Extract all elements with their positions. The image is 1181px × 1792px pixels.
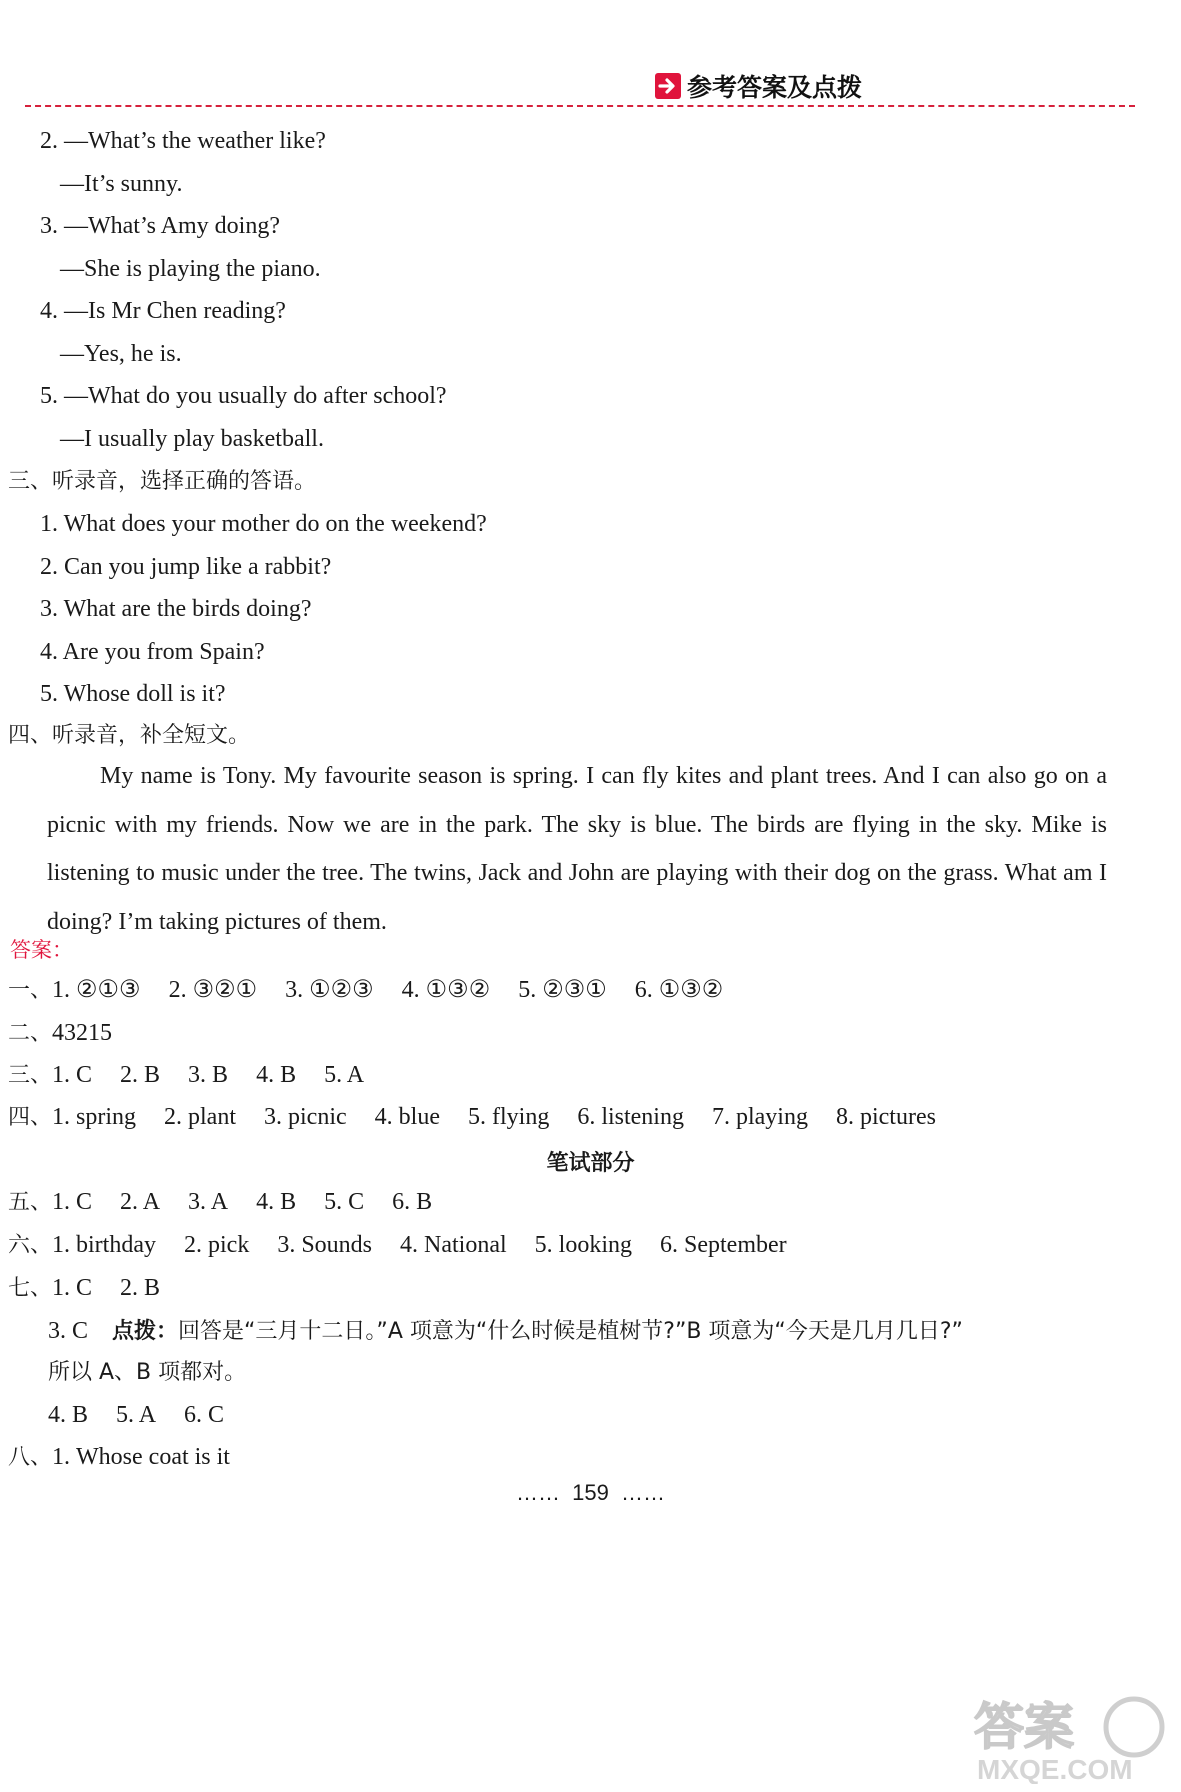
answer-prefix: 二、 [8,1021,53,1046]
page-number-value: 159 [572,1480,609,1505]
answers-label: 答案： [10,938,73,962]
answer-item: 4. blue [374,1104,440,1130]
list-item: 3. What are the birds doing? [40,596,312,622]
answer-prefix: 一、 [8,978,53,1003]
answer-item: 4. National [400,1232,507,1258]
svg-text:答案: 答案 [974,1698,1074,1756]
page-number [0,1480,1181,1506]
note-line [48,1317,963,1346]
answer-row-one [8,976,751,1005]
answer-prefix: 七、 [8,1276,53,1301]
answer-item: 1. ②①③ [52,977,141,1003]
answer-item: 1. C [52,1189,93,1215]
answer-item: 3. B [188,1062,229,1088]
written-section-title: 笔试部分 [546,1151,635,1176]
note-text: 回答是“三月十二日。”A 项意为“什么时候是植树节?”B 项意为“今天是几月几日?” [178,1319,963,1344]
answer-item: 4. B [256,1062,297,1088]
list-item: 4. Are you from Spain? [40,639,265,665]
answer-item: 5. A [324,1062,365,1088]
answer-item: 3. picnic [264,1104,347,1130]
answer-row-six [8,1231,815,1260]
dialog-answer: —It’s sunny. [60,171,183,197]
note-label: 点拨： [112,1319,179,1344]
page-dots: …… [516,1480,561,1505]
answer-item: 5. C [324,1189,365,1215]
answer-row-seven [8,1274,188,1303]
note-text-cont: 所以 A、B 项都对。 [48,1360,247,1385]
answer-prefix: 六、 [8,1233,53,1258]
answer-prefix: 五、 [8,1190,53,1215]
answer-item: 1. C [52,1062,93,1088]
answer-row-seven-rest [48,1401,252,1429]
answer-item: 1. C [52,1275,93,1301]
section-heading: 三、听录音，选择正确的答语。 [8,469,317,494]
answer-item: 2. pick [184,1232,250,1258]
answer-item: 6. B [392,1189,433,1215]
answer-item: 2. B [120,1062,161,1088]
answer-item: 6. C [184,1402,225,1428]
dialog-answer: —She is playing the piano. [60,256,321,282]
answer-item: 5. A [116,1402,157,1428]
answer-item: 6. listening [577,1104,684,1130]
answer-item: 8. pictures [835,1104,936,1130]
passage [47,752,1107,946]
answer-item: 5. flying [467,1104,550,1130]
answer-item: 3. A [188,1189,229,1215]
list-item: 2. Can you jump like a rabbit? [40,554,332,580]
answer-row-two [8,1019,140,1048]
answer-item: 1. spring [52,1104,137,1130]
answer-prefix: 八、 [8,1445,53,1470]
answer-row-eight [8,1443,230,1472]
answer-row-three [8,1061,392,1090]
list-item: 1. What does your mother do on the weekend? [40,511,487,537]
answer-item: 5. ②③① [518,977,607,1003]
dialog-answer: —Yes, he is. [60,341,182,367]
dialog-answer: —I usually play basketball. [60,426,324,452]
answer-item: 4. B [48,1402,89,1428]
header-title: 参考答案及点拨 [687,73,863,102]
answer-item: 1. Whose coat is it [52,1444,230,1470]
list-item: 5. Whose doll is it? [40,681,226,707]
passage-text: My name is Tony. My favourite season is spring. I can fly kites and plant trees. And I can also go on a picnic with my friends. Now we are in the park. The sky is blue. The birds are flying in the sky. Mike is listening to music under the tree. The twins, Jack and John are playing with their dog on the grass. What am I doing? I’m taking pictures of them. [47,763,1107,935]
answer-item: 2. B [120,1275,161,1301]
answer-item: 2. ③②① [168,977,258,1003]
dialog-question: 5. —What do you usually do after school? [40,383,447,409]
dialog-question: 4. —Is Mr Chen reading? [40,298,286,324]
svg-text:MXQE.COM: MXQE.COM [977,1754,1133,1784]
answer-item: 6. ①③② [634,977,724,1003]
dialog-question: 3. —What’s Amy doing? [40,213,280,239]
answer-item: 43215 [52,1020,113,1046]
page-dots: …… [620,1480,665,1505]
answer-prefix: 三、 [8,1063,53,1088]
answer-prefix: 四、 [8,1105,53,1130]
answer-item: 5. looking [534,1232,632,1258]
answer-item: 4. ①③② [401,977,491,1003]
answer-item: 3. ①②③ [285,977,374,1003]
watermark-logo [969,1689,1169,1784]
note-number: 3. C [48,1318,89,1344]
section-heading: 四、听录音，补全短文。 [8,723,251,748]
answer-item: 6. September [660,1232,787,1258]
answer-row-five [8,1188,460,1217]
answer-item: 2. A [120,1189,161,1215]
answer-item: 4. B [256,1189,297,1215]
answer-item: 3. Sounds [277,1232,373,1258]
answer-item: 7. playing [711,1104,808,1130]
header-divider [25,105,1135,107]
answer-item: 1. birthday [52,1232,156,1258]
header [655,68,862,104]
dialog-question: 2. —What’s the weather like? [40,128,326,154]
answer-row-four [8,1103,964,1132]
arrow-right-icon [655,73,681,99]
answer-item: 2. plant [164,1104,237,1130]
